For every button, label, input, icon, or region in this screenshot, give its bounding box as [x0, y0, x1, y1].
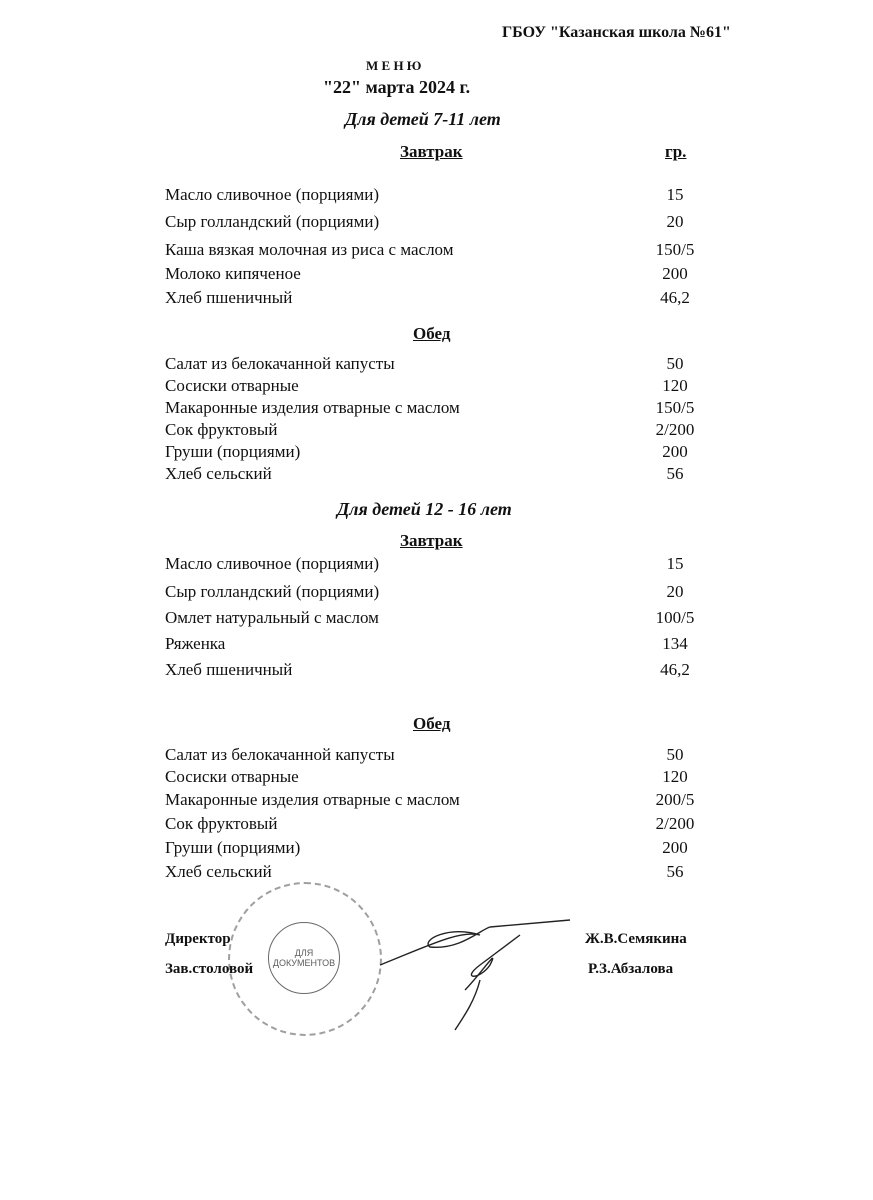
menu-item: [165, 441, 725, 463]
section-breakfast: Завтрак: [400, 142, 463, 161]
item-name: Сосиски отварные: [165, 767, 299, 786]
item-grams: 15: [666, 554, 684, 573]
menu-item: [165, 263, 725, 285]
item-name: Масло сливочное (порциями): [165, 554, 379, 573]
item-name: Каша вязкая молочная из риса с маслом: [165, 240, 454, 259]
item-name: Сок фруктовый: [165, 420, 278, 439]
item-grams: 56: [666, 464, 684, 483]
item-grams: 20: [666, 582, 684, 601]
item-name: Хлеб сельский: [165, 464, 272, 483]
item-grams: 150/5: [655, 240, 695, 259]
stamp-text: ДОКУМЕНТОВ: [272, 958, 336, 968]
menu-item: [165, 766, 725, 788]
menu-item: [165, 353, 725, 375]
item-name: Сок фруктовый: [165, 814, 278, 833]
item-grams: 15: [666, 185, 684, 204]
item-name: Ряженка: [165, 634, 226, 653]
signature-role: Зав.столовой: [165, 961, 254, 977]
item-grams: 134: [662, 634, 688, 653]
menu-item: [165, 184, 725, 206]
signature-name: Ж.В.Семякина: [585, 931, 687, 947]
item-name: Сосиски отварные: [165, 376, 299, 395]
item-name: Хлеб сельский: [165, 862, 272, 881]
menu-item: [165, 581, 725, 603]
item-grams: 46,2: [660, 288, 690, 307]
organization-name: ГБОУ "Казанская школа №61": [502, 24, 731, 41]
menu-item: [165, 659, 725, 681]
item-grams: 120: [662, 767, 688, 786]
group-title: Для детей 12 - 16 лет: [337, 499, 512, 519]
item-name: Груши (порциями): [165, 838, 301, 857]
group-title: Для детей 7-11 лет: [345, 109, 501, 129]
grams-heading: гр.: [665, 142, 687, 161]
item-grams: 100/5: [655, 608, 695, 627]
menu-heading: М Е Н Ю: [366, 58, 422, 73]
item-name: Груши (порциями): [165, 442, 301, 461]
stamp-text: ДЛЯ: [294, 948, 314, 958]
item-name: Макаронные изделия отварные с маслом: [165, 790, 460, 809]
menu-item: [165, 861, 725, 883]
official-stamp: [228, 882, 382, 1036]
menu-item: [165, 789, 725, 811]
item-name: Макаронные изделия отварные с маслом: [165, 398, 460, 417]
section-lunch: Обед: [413, 324, 451, 343]
item-name: Сыр голландский (порциями): [165, 582, 380, 601]
menu-item: [165, 397, 725, 419]
item-name: Салат из белокачанной капусты: [165, 745, 395, 764]
signature-role: Директор: [165, 931, 231, 947]
menu-item: [165, 813, 725, 835]
item-grams: 120: [662, 376, 688, 395]
menu-item: [165, 287, 725, 309]
item-grams: 200: [662, 838, 688, 857]
menu-item: [165, 419, 725, 441]
item-name: Омлет натуральный с маслом: [165, 608, 379, 627]
menu-item: [165, 607, 725, 629]
signature-icon: [370, 905, 590, 1035]
menu-item: [165, 837, 725, 859]
menu-item: [165, 211, 725, 233]
menu-item: [165, 239, 725, 261]
menu-item: [165, 375, 725, 397]
menu-date: "22" марта 2024 г.: [323, 77, 471, 97]
signature-name: Р.З.Абзалова: [588, 961, 674, 977]
menu-item: [165, 633, 725, 655]
section-lunch: Обед: [413, 714, 451, 733]
section-breakfast: Завтрак: [400, 531, 463, 550]
menu-item: [165, 744, 725, 766]
item-name: Хлеб пшеничный: [165, 288, 293, 307]
item-grams: 200: [662, 264, 688, 283]
item-grams: 50: [666, 354, 684, 373]
menu-item: [165, 553, 725, 575]
item-grams: 20: [666, 212, 684, 231]
item-name: Хлеб пшеничный: [165, 660, 293, 679]
item-grams: 150/5: [655, 398, 695, 417]
item-name: Салат из белокачанной капусты: [165, 354, 395, 373]
item-name: Сыр голландский (порциями): [165, 212, 380, 231]
item-name: Масло сливочное (порциями): [165, 185, 379, 204]
item-grams: 56: [666, 862, 684, 881]
item-grams: 46,2: [660, 660, 690, 679]
item-grams: 200/5: [655, 790, 695, 809]
item-grams: 50: [666, 745, 684, 764]
item-name: Молоко кипяченое: [165, 264, 301, 283]
item-grams: 2/200: [655, 814, 695, 833]
item-grams: 2/200: [655, 420, 695, 439]
item-grams: 200: [662, 442, 688, 461]
menu-item: [165, 463, 725, 485]
